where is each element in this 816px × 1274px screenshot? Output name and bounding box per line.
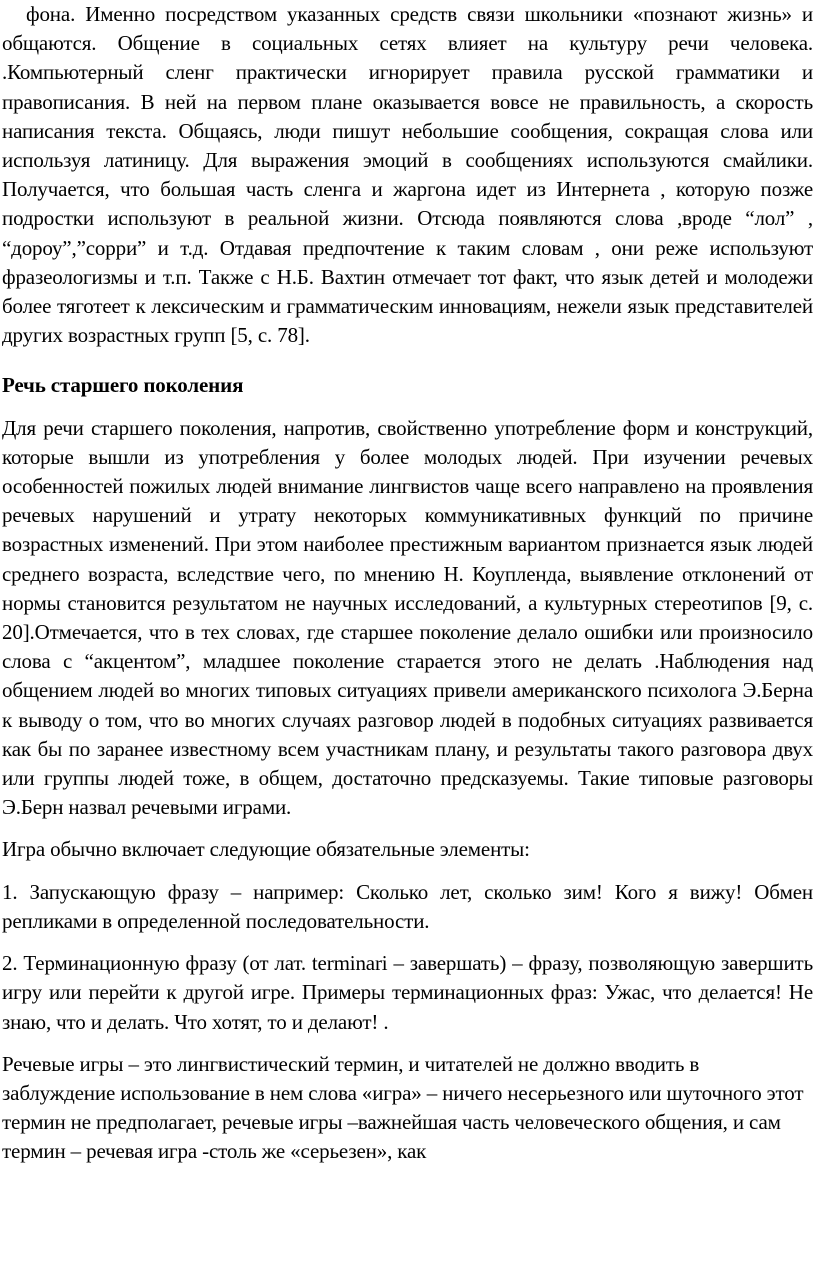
body-paragraph: фона. Именно посредством указанных средств связи школьники «познают жизнь» и общаются. Общение в социальных сетях влияет на культуру речи человека. .Компьютерный сленг практически игнорирует правила русской грамматики и правописания. В ней на первом плане оказывается вовсе не правильность, а скорость написания текста. Общаясь, люди пишут небольшие сообщения, сокращая слова или используя латиницу. Для выражения эмоций в сообщениях используются смайлики. Получается, что большая часть сленга и жаргона идет из Интернета , которую позже подростки используют в реальной жизни. Отсюда появляются слова ,вроде “лол” , “дороу”,”сорри” и т.д. Отдавая предпочтение к таким словам , они реже используют фразеологизмы и т.п. Также с Н.Б. Вахтин отмечает тот факт, что язык детей и молодежи более тяготеет к лексическим и грамматическим инновациям, нежели язык представителей других возрастных групп [5, с. 78]. [2,2,813,348]
body-paragraph: Речевые игры – это лингвистический термин, и читателей не должно вводить в заблуждение использование в нем слова «игра» – ничего несерьезного или шуточного этот термин не предполагает, речевые игры –важнейшая часть человеческого общения, и сам термин – речевая игра -столь же «серьезен», как [2,1051,804,1164]
list-item: 2. Терминационную фразу (от лат. terminari – завершать) – фразу, позволяющую завершить игру или перейти к другой игре. Примеры терминационных фраз: Ужас, что делается! Не знаю, что и делать. Что хотят, то и делают! . [2,951,813,1034]
section-heading: Речь старшего поколения [2,373,244,398]
body-paragraph: Игра обычно включает следующие обязательные элементы: [2,837,530,862]
list-item: 1. Запускающую фразу – например: Сколько лет, сколько зим! Кого я вижу! Обмен репликами в определенной последовательности. [2,879,813,933]
body-paragraph: Для речи старшего поколения, напротив, свойственно употребление форм и конструкций, которые вышли из употребления у более молодых людей. При изучении речевых особенностей пожилых людей внимание лингвистов чаще всего направлено на проявления речевых нарушений и утрату некоторых коммуникативных функций по причине возрастных изменений. При этом наиболее престижным вариантом признается язык людей среднего возраста, вследствие чего, по мнению Н. Коупленда, выявление отклонений от нормы становится результатом не научных исследований, а культурных стереотипов [9, с. 20].Отмечается, что в тех словах, где старшее поколение делало ошибки или произносило слова с “акцентом”, младшее поколение старается этого не делать .Наблюдения над общением людей во многих типовых ситуациях привели американского психолога Э.Берна к выводу о том, что во многих случаях разговор людей в подобных ситуациях развивается как бы по заранее известному всем участникам плану, и результаты такого разговора двух или группы людей тоже, в общем, достаточно предсказуемы. Такие типовые разговоры Э.Берн назвал речевыми играми. [2,415,813,820]
